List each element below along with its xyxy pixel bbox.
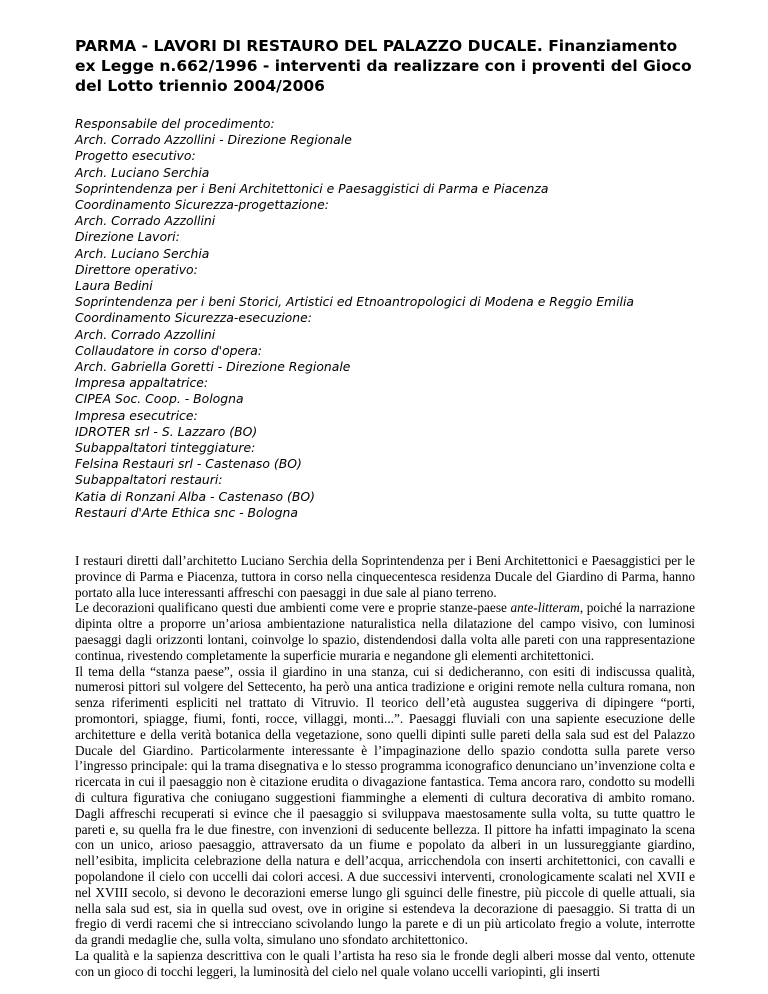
credit-line: Soprintendenza per i beni Storici, Artistici ed Etnoantropologici di Modena e Reggio Emilia <box>75 294 635 310</box>
paragraph: Il tema della “stanza paese”, ossia il giardino in una stanza, cui si dedicheranno, con esiti di indiscussa qualità, numerosi pittori sul volgere del Settecento, ha però una antica tradizione e origini remote nella cultura romana, non senza riferimenti espliciti nel trattato di Vitruvio. Il teorico dell’età augustea suggeriva di dipingere “porti, promontori, spiagge, fiumi, fonti, rocce, villaggi, monti...”. Paesaggi fluviali con una sapiente esecuzione delle architetture e della verità botanica della vegetazione, sono quelli dipinti sulle pareti della sala sud est del Palazzo Ducale del Giardino. Particolarmente interessante è l’impaginazione dello spazio condotta sulla parete verso l’ingresso principale: qui la trama disegnativa e lo stesso programma iconografico denunciano un’invenzione colta e ricercata in cui il paesaggio non è citazione erudita o divagazione fantastica. Tema ancora raro, condotto su modelli di cultura figurativa che coniugano suggestioni fiamminghe a elementi di cultura decorativa di ambito romano. Dagli affreschi recuperati si evince che il paesaggio si sviluppava maestosamente sulla volta, su tutte quattro le pareti e, su quella fra le due finestre, con invenzioni di seducente bellezza. Il pittore ha infatti impaginato la scena con un unico, arioso paesaggio, attraversato da un fiume e popolato da alberi in un lussureggiante giardino, nell’esibita, implicita celebrazione della natura e dell’acqua, arricchendola con inserti architettonici, con cavalli e popolandone il cielo con uccelli dai colori accesi. A due successivi interventi, cronologicamente scalati nel XVII e nel XVIII secolo, si devono le decorazioni emerse lungo gli sguinci delle finestre, più piccole di quelle attuali, sia nella sala sud est, sia in quella sud ovest, ove in origine si estendeva la decorazione di paesaggio. Si tratta di un fregio di verdi racemi che si intrecciano scivolando lungo la parete e di un più articolato fregio a volute, interrotte da grandi medaglie che, sulla volta, simulano uno sfondato architettonico. <box>75 663 695 948</box>
credit-line: Responsabile del procedimento: <box>75 116 275 131</box>
credit-line: Restauri d'Arte Ethica snc - Bologna <box>75 504 298 520</box>
credit-line: Subappaltatori restauri: <box>75 472 223 488</box>
credit-line: Arch. Corrado Azzollini <box>75 326 216 342</box>
paragraph-text: , poiché la narrazione dipinta oltre a proporre un’ariosa ambientazione naturalistica nella dilatazione del campo visivo, con luminosi paesaggi dagli orizzonti lontani, coinvolge lo spazio, distendendosi dalla volta alle pareti con una rappresentazione continua, rivestendo completamente la superficie muraria e negandone gli elementi architettonici. <box>75 600 695 663</box>
credit-line: Direzione Lavori: <box>75 229 180 245</box>
paragraph-text: Le decorazioni qualificano questi due ambienti come vere e proprie stanze-paese <box>75 600 511 616</box>
credit-line: Arch. Gabriella Goretti - Direzione Regionale <box>75 359 351 375</box>
credit-line: Arch. Luciano Serchia <box>75 164 210 180</box>
credit-line: Arch. Luciano Serchia <box>75 245 210 261</box>
credit-line: Soprintendenza per i Beni Architettonici e Paesaggistici di Parma e Piacenza <box>75 180 549 196</box>
credit-line: Progetto esecutivo: <box>75 148 196 164</box>
credit-line: Collaudatore in corso d'opera: <box>75 342 263 358</box>
credit-line: Coordinamento Sicurezza-progettazione: <box>75 197 329 213</box>
credits-list <box>75 116 695 521</box>
credit-line: Impresa appaltatrice: <box>75 375 209 391</box>
italic-term: ante-litteram <box>510 600 580 616</box>
credit-line: IDROTER srl - S. Lazzaro (BO) <box>75 423 258 439</box>
article-body <box>75 553 695 980</box>
credit-line: Felsina Restauri srl - Castenaso (BO) <box>75 456 302 472</box>
credit-line: Arch. Corrado Azzollini <box>75 213 216 229</box>
credit-line: CIPEA Soc. Coop. - Bologna <box>75 391 244 407</box>
credit-line: Katia di Ronzani Alba - Castenaso (BO) <box>75 488 315 504</box>
credit-line: Impresa esecutrice: <box>75 407 198 423</box>
credit-line: Subappaltatori tinteggiature: <box>75 440 256 456</box>
credit-line: Arch. Corrado Azzollini - Direzione Regionale <box>75 132 352 148</box>
paragraph <box>75 600 695 663</box>
credit-line: Direttore operativo: <box>75 261 198 277</box>
credit-line: Laura Bedini <box>75 278 153 294</box>
credit-line: Coordinamento Sicurezza-esecuzione: <box>75 310 312 326</box>
paragraph: La qualità e la sapienza descrittiva con le quali l’artista ha reso sia le fronde degli alberi mosse dal vento, ottenute con un gioco di tocchi leggeri, la luminosità del cielo nel quale volano uccelli variopinti, gli inserti <box>75 948 695 979</box>
document-page <box>75 36 695 980</box>
document-title: PARMA - LAVORI DI RESTAURO DEL PALAZZO DUCALE. Finanziamento ex Legge n.662/1996 - interventi da realizzare con i proventi del Gioco del Lotto triennio 2004/2006 <box>75 37 692 95</box>
paragraph: I restauri diretti dall’architetto Luciano Serchia della Soprintendenza per i Beni Architettonici e Paesaggistici per le province di Parma e Piacenza, tuttora in corso nella cinquecentesca residenza Ducale del Giardino di Parma, hanno portato alla luce interessanti affreschi con paesaggi in due sale al piano terreno. <box>75 553 695 600</box>
